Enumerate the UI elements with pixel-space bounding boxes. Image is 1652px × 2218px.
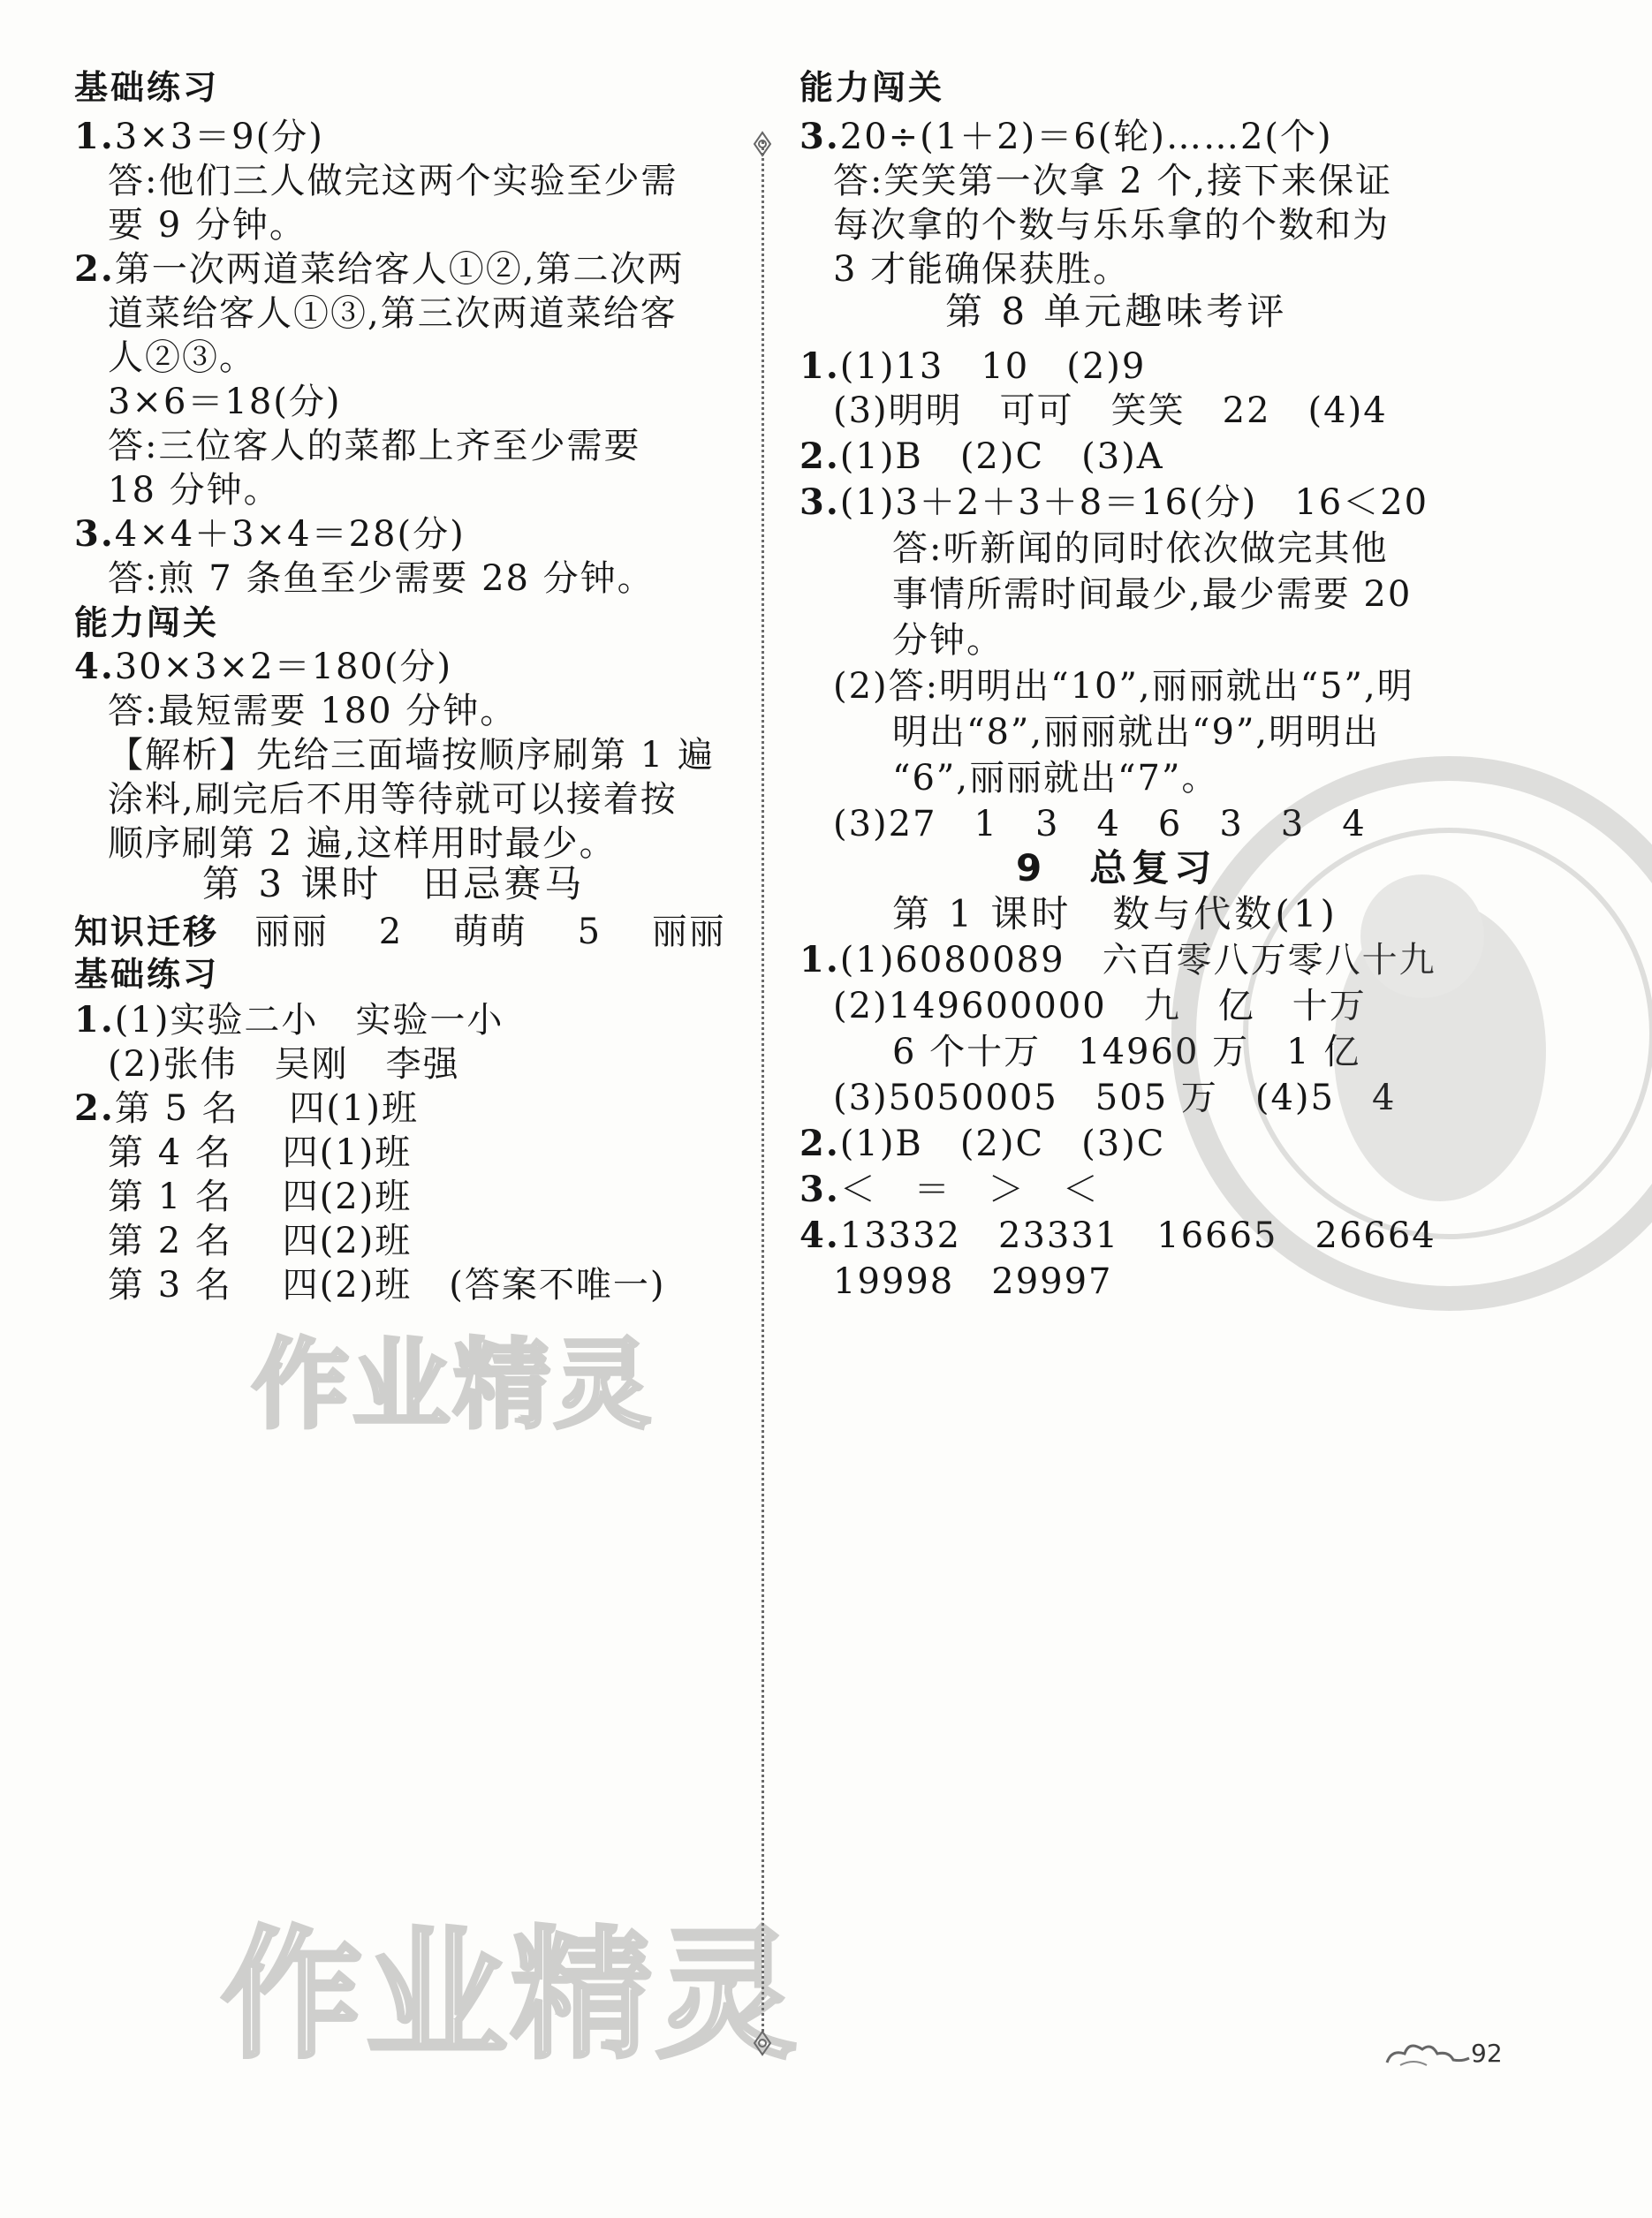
answer-line: 答:他们三人做完这两个实验至少需 xyxy=(108,161,678,201)
lesson-title: 第 3 课时 田忌赛马 xyxy=(202,862,586,905)
answer-line: 19998 29997 xyxy=(833,1261,1113,1302)
lesson-title: 第 1 课时 数与代数(1) xyxy=(892,892,1338,935)
answer-line: 2.第一次两道菜给客人①②,第二次两 xyxy=(74,248,685,290)
chapter-title: 9 总复习 xyxy=(1016,846,1217,889)
answer-line: “6”,丽丽就出“7”。 xyxy=(892,758,1219,799)
answer-line: 第 2 名 四(2)班 xyxy=(108,1221,413,1261)
subheading: 能力闯关 xyxy=(799,68,945,107)
analysis-line: 【解析】先给三面墙按顺序刷第 1 遍 xyxy=(108,735,715,776)
answer-line: 18 分钟。 xyxy=(108,470,281,511)
answer-line: 3.＜ ＝ ＞ ＜ xyxy=(799,1169,1100,1210)
answer-line: 答:三位客人的菜都上齐至少需要 xyxy=(108,426,641,466)
answer-line: 3×6＝18(分) xyxy=(108,382,342,422)
answer-line: 道菜给客人①③,第三次两道菜给客 xyxy=(108,293,678,334)
answer-line: (2)答:明明出“10”,丽丽就出“5”,明 xyxy=(833,666,1414,707)
watermark-text: 作业精灵 xyxy=(252,1329,655,1442)
answer-line: 人②③。 xyxy=(108,337,256,378)
answer-line: 第 3 名 四(2)班 (答案不唯一) xyxy=(108,1265,666,1306)
stamp-logo-icon xyxy=(1157,715,1652,1387)
answer-line: 3 才能确保获胜。 xyxy=(833,249,1131,290)
answer-line: 4.30×3×2＝180(分) xyxy=(74,646,453,687)
answer-line: (3)明明 可可 笑笑 22 (4)4 xyxy=(833,390,1388,431)
answer-line: 答:最短需要 180 分钟。 xyxy=(108,691,518,731)
answer-line: 第 4 名 四(1)班 xyxy=(108,1132,413,1173)
answer-line: 要 9 分钟。 xyxy=(108,205,307,246)
analysis-line: 顺序刷第 2 遍,这样用时最少。 xyxy=(108,823,617,864)
watermark-text: 作业精灵 xyxy=(221,1912,801,2078)
answer-line: 事情所需时间最少,最少需要 20 xyxy=(892,574,1413,615)
answer-line: (3)27 1 3 4 6 3 3 4 xyxy=(833,804,1367,844)
answer-line: (2)张伟 吴刚 李强 xyxy=(108,1044,460,1085)
subheading: 能力闯关 xyxy=(74,603,220,642)
answer-line: 每次拿的个数与乐乐拿的个数和为 xyxy=(833,205,1390,246)
answer-line: 1.3×3＝9(分) xyxy=(74,116,324,157)
answer-line: 明出“8”,丽丽就出“9”,明明出 xyxy=(892,712,1381,753)
answer-line: (3)5050005 505 万 (4)5 4 xyxy=(833,1078,1397,1118)
page-number: 92 xyxy=(1471,2039,1503,2068)
answer-line: 2.第 5 名 四(1)班 xyxy=(74,1087,420,1129)
answer-line: 1.(1)13 10 (2)9 xyxy=(799,345,1147,387)
answer-line: 答:听新闻的同时依次做完其他 xyxy=(892,528,1389,569)
analysis-line: 涂料,刷完后不用等待就可以接着按 xyxy=(108,779,678,820)
answer-line: 2.(1)B (2)C (3)C xyxy=(799,1123,1166,1164)
answer-line: 答:笑笑第一次拿 2 个,接下来保证 xyxy=(833,161,1393,201)
cloud-ornament-icon xyxy=(1383,2032,1471,2076)
divider-knot-icon xyxy=(749,131,776,157)
subheading: 基础练习 xyxy=(74,955,220,994)
answer-line: 6 个十万 14960 万 1 亿 xyxy=(892,1032,1361,1072)
answer-line: 3.(1)3＋2＋3＋8＝16(分) 16＜20 xyxy=(799,481,1429,523)
subheading: 基础练习 xyxy=(74,68,220,107)
column-divider xyxy=(762,141,764,2032)
unit-review-title: 第 8 单元趣味考评 xyxy=(945,290,1288,333)
answer-line: 4.13332 23331 16665 26664 xyxy=(799,1215,1436,1256)
answer-line: 1.(1)实验二小 实验一小 xyxy=(74,999,504,1041)
answer-line: 1.(1)6080089 六百零八万零八十九 xyxy=(799,939,1436,980)
answer-line: (2)149600000 九 亿 十万 xyxy=(833,986,1367,1026)
knowledge-transfer-line: 知识迁移 丽丽 2 萌萌 5 丽丽 xyxy=(74,912,726,952)
answer-line: 第 1 名 四(2)班 xyxy=(108,1177,413,1217)
answer-line: 3.4×4＋3×4＝28(分) xyxy=(74,513,466,555)
answer-line: 答:煎 7 条鱼至少需要 28 分钟。 xyxy=(108,558,655,599)
answer-line: 3.20÷(1＋2)＝6(轮)……2(个) xyxy=(799,116,1333,157)
answer-line: 分钟。 xyxy=(892,620,1004,661)
answer-line: 2.(1)B (2)C (3)A xyxy=(799,435,1164,477)
